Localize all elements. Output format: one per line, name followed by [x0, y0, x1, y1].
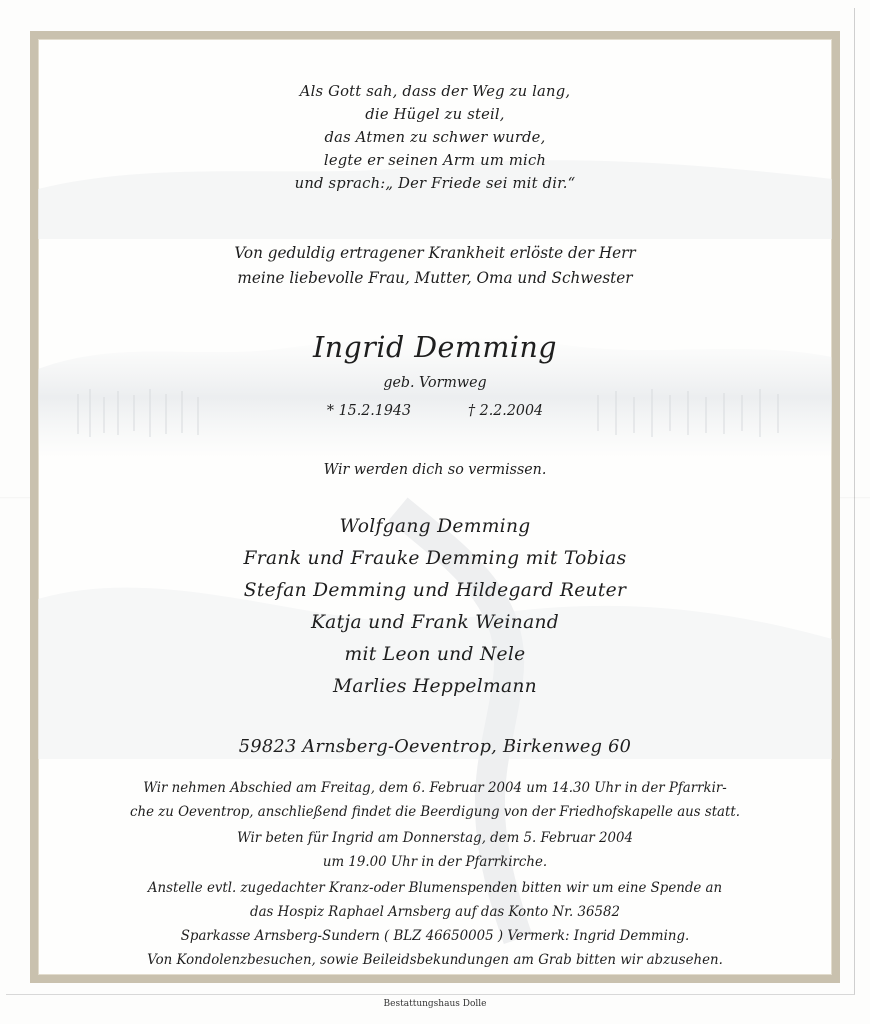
death-date: † 2.2.2004: [468, 403, 544, 419]
intro-line: Von geduldig ertragener Krankheit erlöste der Herr: [234, 244, 636, 262]
notice-line: Wir nehmen Abschied am Freitag, dem 6. Februar 2004 um 14.30 Uhr in der Pfarrkir-: [143, 780, 727, 796]
intro-line: meine liebevolle Frau, Mutter, Oma und Schwester: [237, 269, 633, 287]
poem-line: die Hügel zu steil,: [365, 105, 505, 123]
family-address: 59823 Arnsberg-Oeventrop, Birkenweg 60: [238, 736, 632, 757]
poem-line: legte er seinen Arm um mich: [323, 151, 547, 169]
farewell-line: Wir werden dich so vermissen.: [323, 462, 547, 478]
funeral-home-credit: Bestattungshaus Dolle: [383, 999, 487, 1009]
notice-line: das Hospiz Raphael Arnsberg auf das Konto Nr. 36582: [250, 904, 620, 920]
poem-line: das Atmen zu schwer wurde,: [324, 128, 546, 146]
life-dates: [45, 403, 825, 419]
birth-date: * 15.2.1943: [326, 403, 412, 419]
family-member: mit Leon und Nele: [344, 643, 526, 665]
maiden-name: geb. Vormweg: [383, 375, 487, 391]
notice-line: che zu Oeventrop, anschließend findet die Beerdigung von der Friedhofskapelle aus statt.: [129, 804, 741, 820]
notice-line: Sparkasse Arnsberg-Sundern ( BLZ 46650005 ) Vermerk: Ingrid Demming.: [180, 928, 690, 944]
obituary-frame: [30, 31, 840, 983]
notice-line: Anstelle evtl. zugedachter Kranz-oder Blumenspenden bitten wir um eine Spende an: [147, 880, 723, 896]
poem-line: Als Gott sah, dass der Weg zu lang,: [299, 82, 571, 100]
poem-line: und sprach:„ Der Friede sei mit dir.“: [294, 174, 576, 192]
notice-line: um 19.00 Uhr in der Pfarrkirche.: [322, 854, 548, 870]
notice-line: Von Kondolenzbesuchen, sowie Beileidsbekundungen am Grab bitten wir abzusehen.: [147, 952, 723, 968]
family-member: Wolfgang Demming: [339, 515, 531, 537]
family-member: Frank und Frauke Demming mit Tobias: [243, 547, 627, 569]
watermark-far-hills: [38, 160, 832, 239]
notice-line: Wir beten für Ingrid am Donnerstag, dem 5. Februar 2004: [236, 830, 634, 846]
deceased-name: Ingrid Demming: [312, 330, 558, 364]
family-member: Katja und Frank Weinand: [310, 611, 560, 633]
family-member: Marlies Heppelmann: [332, 675, 537, 697]
family-member: Stefan Demming und Hildegard Reuter: [243, 579, 627, 601]
